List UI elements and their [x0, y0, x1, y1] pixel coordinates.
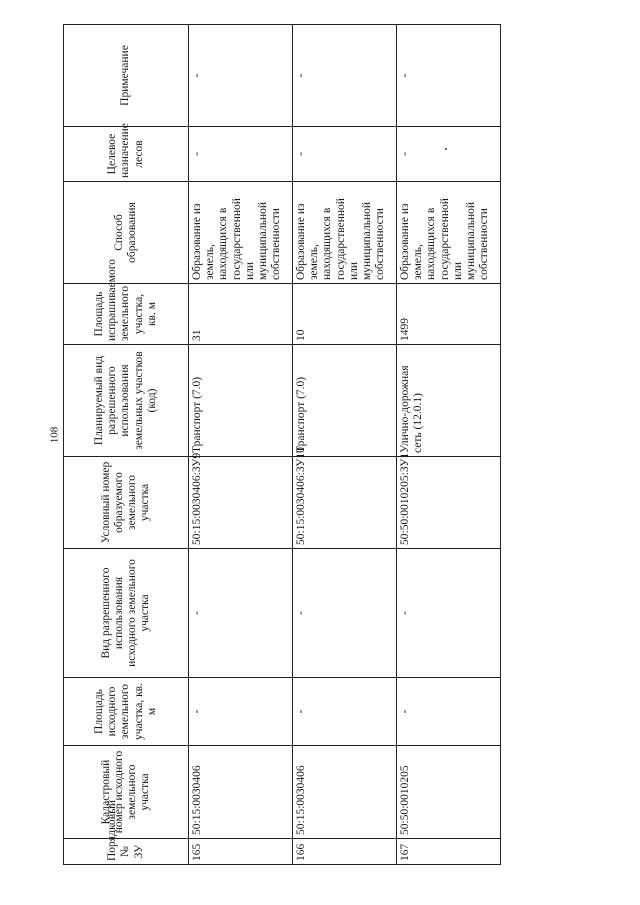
cell-note: -: [293, 25, 397, 127]
cell-forest-purpose: -: [397, 127, 501, 182]
cell-requested-area: 10: [293, 284, 397, 345]
cell-conditional-number: 50:15:0030406:ЗУ10: [293, 457, 397, 549]
cell-conditional-number: 50:50:0010205:ЗУ1: [397, 457, 501, 549]
cell-formation-method: Образование из земель, находящихся в государственной или муниципальной собственности: [293, 182, 397, 284]
cell-formation-method: Образование из земель, находящихся в государственной или муниципальной собственности: [189, 182, 293, 284]
cell-source-area: -: [397, 678, 501, 746]
header-cadastral-number: Кадастровый номер исходного земельного участка: [64, 746, 189, 839]
cell-cadastral-number: 50:15:0030406: [293, 746, 397, 839]
land-plot-table: [63, 24, 501, 865]
cell-cadastral-number: 50:15:0030406: [189, 746, 293, 839]
cell-planned-use: Транспорт (7.0): [189, 345, 293, 457]
header-source-use: Вид разрешенного использования исходного земельного участка: [64, 549, 189, 678]
cell-source-use: -: [397, 549, 501, 678]
page-number: 108: [48, 426, 60, 444]
cell-forest-purpose: -: [293, 127, 397, 182]
cell-source-use: -: [293, 549, 397, 678]
table-row: [397, 25, 501, 865]
table-row: [293, 25, 397, 865]
cell-source-area: -: [293, 678, 397, 746]
cell-note: -: [189, 25, 293, 127]
table-header-row: [64, 25, 189, 865]
cell-source-area: -: [189, 678, 293, 746]
rotated-table-sheet: [63, 25, 500, 865]
header-formation-method: Способ образования: [64, 182, 189, 284]
cell-plot-number: 165: [189, 839, 293, 865]
cell-plot-number: 167: [397, 839, 501, 865]
header-requested-area: Площадь испрашиваемого земельного участка, кв. м: [64, 284, 189, 345]
header-note: Примечание: [64, 25, 189, 127]
cell-plot-number: 166: [293, 839, 397, 865]
cell-forest-purpose: -: [189, 127, 293, 182]
cell-planned-use: Транспорт (7.0): [293, 345, 397, 457]
cell-requested-area: 1499: [397, 284, 501, 345]
cell-note: -: [397, 25, 501, 127]
cell-source-use: -: [189, 549, 293, 678]
header-source-area: Площадь исходного земельного участка, кв. м: [64, 678, 189, 746]
cell-cadastral-number: 50:50:0010205: [397, 746, 501, 839]
table-row: [189, 25, 293, 865]
header-plot-number: Порядковый № ЗУ: [64, 839, 189, 865]
header-forest-purpose: Целевое назначение лесов: [64, 127, 189, 182]
cell-requested-area: 31: [189, 284, 293, 345]
header-conditional-number: Условный номер образуемого земельного участка: [64, 457, 189, 549]
cell-formation-method: Образование из земель, находящихся в государственной или муниципальной собственности: [397, 182, 501, 284]
cell-planned-use: Улично-дорожная сеть (12.0.1): [397, 345, 501, 457]
cell-conditional-number: 50:15:0030406:ЗУ9: [189, 457, 293, 549]
header-planned-use: Планируемый вид разрешенного использования земельных участков (код): [64, 345, 189, 457]
